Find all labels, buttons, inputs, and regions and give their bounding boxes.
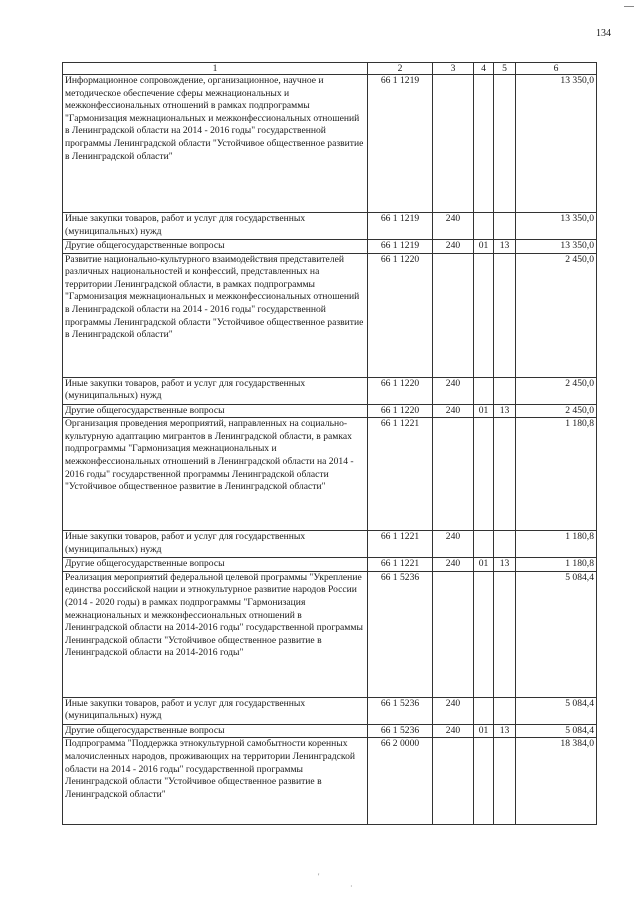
row-pr: 13 [494, 558, 516, 572]
row-sum: 13 350,0 [516, 75, 597, 213]
row-rz [474, 253, 494, 377]
budget-table [62, 62, 597, 825]
row-vr [433, 253, 474, 377]
row-sum: 2 450,0 [516, 404, 597, 418]
row-sum: 2 450,0 [516, 377, 597, 404]
row-name: Информационное сопровождение, организационное, научное и методическое обеспечение сферы межнациональных и межконфессиональных отношений в рамках подпрограммы "Гармонизация межнациональных и межконфессиональных отношений в Ленинградской области на 2014 - 2016 годы" государственной программы Ленинградской области "Устойчивое общественное развитие в Ленинградской области" [63, 75, 368, 213]
row-pr [494, 697, 516, 724]
row-code: 66 2 0000 [368, 738, 433, 825]
table-row [63, 571, 597, 697]
header-row [63, 63, 597, 75]
table-row [63, 724, 597, 738]
table-row [63, 558, 597, 572]
table-row [63, 531, 597, 558]
row-sum: 1 180,8 [516, 531, 597, 558]
row-name: Другие общегосударственные вопросы [63, 240, 368, 254]
row-rz [474, 75, 494, 213]
row-name: Организация проведения мероприятий, направленных на социально-культурную адаптацию мигрантов в Ленинградской области, в рамках подпрограммы "Гармонизация межнациональных и межконфессиональных отношений в Ленинградской области на 2014 - 2016 годы" государственной программы Ленинградской области "Устойчивое общественное развитие в Ленинградской области" [63, 418, 368, 531]
row-code: 66 1 1221 [368, 558, 433, 572]
row-rz [474, 377, 494, 404]
row-vr: 240 [433, 213, 474, 240]
scan-speck: · [350, 882, 353, 891]
row-pr [494, 571, 516, 697]
row-name: Подпрограмма "Поддержка этнокультурной самобытности коренных малочисленных народов, проживающих на территории Ленинградской области на 2014 - 2016 годы" государственной программы Ленинградской области "Устойчивое общественное развитие в Ленинградской области" [63, 738, 368, 825]
row-sum: 1 180,8 [516, 558, 597, 572]
row-vr: 240 [433, 377, 474, 404]
row-code: 66 1 1220 [368, 404, 433, 418]
table-row [63, 240, 597, 254]
row-name: Иные закупки товаров, работ и услуг для государственных (муниципальных) нужд [63, 531, 368, 558]
row-pr [494, 75, 516, 213]
row-vr [433, 571, 474, 697]
row-pr [494, 738, 516, 825]
row-code: 66 1 1219 [368, 240, 433, 254]
row-rz: 01 [474, 558, 494, 572]
table-row [63, 738, 597, 825]
row-pr: 13 [494, 240, 516, 254]
row-code: 66 1 1220 [368, 253, 433, 377]
row-sum: 5 084,4 [516, 724, 597, 738]
row-rz: 01 [474, 724, 494, 738]
row-name: Иные закупки товаров, работ и услуг для государственных (муниципальных) нужд [63, 697, 368, 724]
row-rz [474, 213, 494, 240]
col-header-sum: 6 [516, 63, 597, 75]
row-code: 66 1 5236 [368, 724, 433, 738]
row-pr [494, 418, 516, 531]
row-vr: 240 [433, 558, 474, 572]
row-code: 66 1 1219 [368, 75, 433, 213]
row-rz [474, 418, 494, 531]
table-row [63, 253, 597, 377]
row-vr: 240 [433, 724, 474, 738]
row-code: 66 1 1221 [368, 418, 433, 531]
row-rz [474, 697, 494, 724]
row-sum: 18 384,0 [516, 738, 597, 825]
row-name: Другие общегосударственные вопросы [63, 558, 368, 572]
row-vr: 240 [433, 404, 474, 418]
row-code: 66 1 5236 [368, 571, 433, 697]
row-name: Иные закупки товаров, работ и услуг для государственных (муниципальных) нужд [63, 213, 368, 240]
corner-mark [624, 6, 634, 7]
row-rz: 01 [474, 240, 494, 254]
row-name: Другие общегосударственные вопросы [63, 724, 368, 738]
row-code: 66 1 1220 [368, 377, 433, 404]
row-pr: 13 [494, 724, 516, 738]
row-name: Развитие национально-культурного взаимодействия представителей различных национальностей и конфессий, представленных на территории Ленинградской области, в рамках подпрограммы "Гармонизация межнациональных и межконфессиональных отношений в Ленинградской области на 2014 - 2016 годы" государственной программы Ленинградской области "Устойчивое общественное развитие в Ленинградской области" [63, 253, 368, 377]
row-sum: 1 180,8 [516, 418, 597, 531]
row-vr: 240 [433, 697, 474, 724]
row-name: Реализация мероприятий федеральной целевой программы "Укрепление единства российской нации и этнокультурное развитие народов России (2014 - 2020 годы) в рамках подпрограммы "Гармонизация межнациональных и межконфессиональных отношений в Ленинградской области на 2014-2016 годы" государственной программы Ленинградской области "Устойчивое общественное развитие в Ленинградской области на 2014-2016 годы" [63, 571, 368, 697]
table-row [63, 404, 597, 418]
col-header-vr: 3 [433, 63, 474, 75]
row-pr [494, 213, 516, 240]
row-code: 66 1 5236 [368, 697, 433, 724]
row-pr [494, 531, 516, 558]
row-rz [474, 531, 494, 558]
row-pr: 13 [494, 404, 516, 418]
row-pr [494, 377, 516, 404]
table-row [63, 377, 597, 404]
col-header-pr: 5 [494, 63, 516, 75]
row-vr: 240 [433, 240, 474, 254]
row-vr [433, 75, 474, 213]
col-header-code: 2 [368, 63, 433, 75]
row-name: Иные закупки товаров, работ и услуг для государственных (муниципальных) нужд [63, 377, 368, 404]
row-rz [474, 738, 494, 825]
row-vr [433, 418, 474, 531]
table-row [63, 418, 597, 531]
row-code: 66 1 1221 [368, 531, 433, 558]
col-header-rz: 4 [474, 63, 494, 75]
row-pr [494, 253, 516, 377]
row-name: Другие общегосударственные вопросы [63, 404, 368, 418]
col-header-name: 1 [63, 63, 368, 75]
row-rz: 01 [474, 404, 494, 418]
row-vr: 240 [433, 531, 474, 558]
scan-speck: ' [318, 872, 320, 881]
table-row [63, 75, 597, 213]
page-number: 134 [596, 28, 611, 39]
row-code: 66 1 1219 [368, 213, 433, 240]
row-sum: 2 450,0 [516, 253, 597, 377]
table-row [63, 213, 597, 240]
row-sum: 13 350,0 [516, 213, 597, 240]
row-sum: 13 350,0 [516, 240, 597, 254]
row-vr [433, 738, 474, 825]
row-sum: 5 084,4 [516, 697, 597, 724]
table-row [63, 697, 597, 724]
row-rz [474, 571, 494, 697]
row-sum: 5 084,4 [516, 571, 597, 697]
